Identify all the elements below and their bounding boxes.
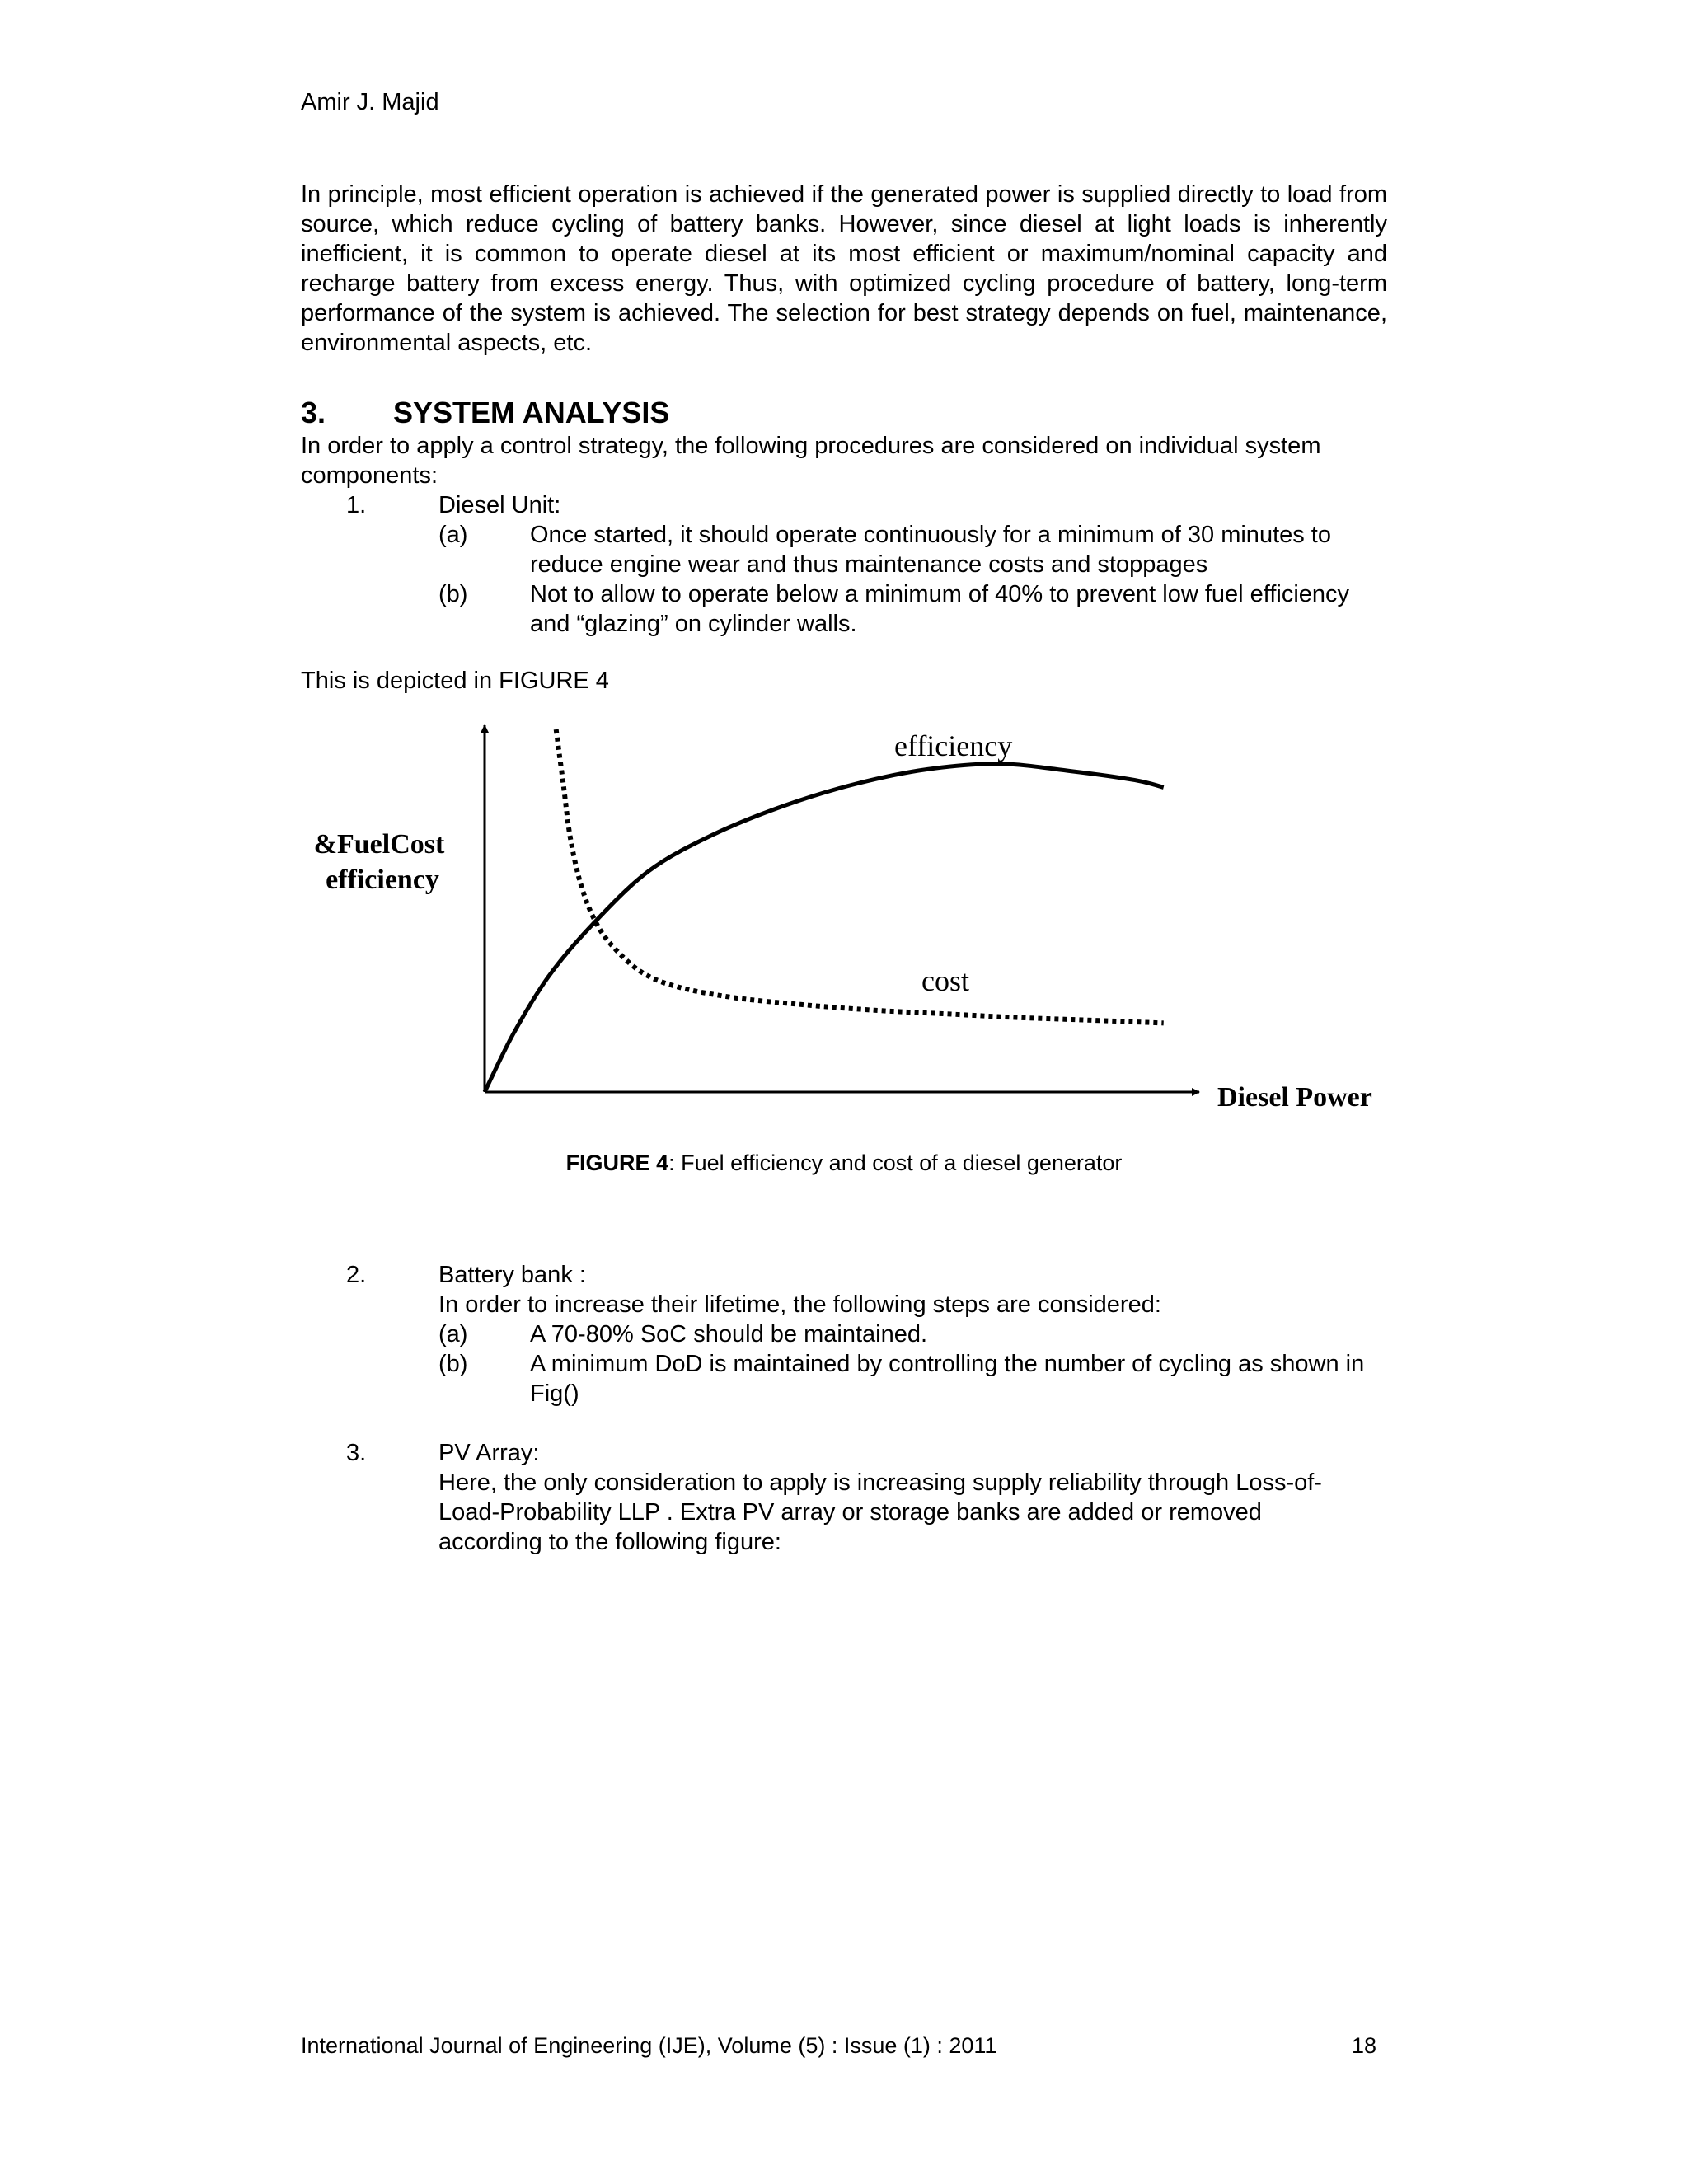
section-title: SYSTEM ANALYSIS <box>393 396 670 429</box>
figure-reference-text: This is depicted in FIGURE 4 <box>301 668 609 694</box>
section-number: 3. <box>301 396 326 429</box>
sub-item-text: Not to allow to operate below a minimum of 40% to prevent low fuel efficiency and “glazing” on cylinder walls. <box>530 581 1350 637</box>
section-intro-text: In order to apply a control strategy, the following procedures are considered on individual system components: <box>301 433 1321 489</box>
series-label-cost: cost <box>921 964 969 997</box>
series-line-cost <box>556 729 1164 1023</box>
figure-caption <box>0 1151 1688 1176</box>
list-item-title: PV Array: <box>438 1440 540 1466</box>
list-item-title: Diesel Unit: <box>438 492 561 518</box>
sub-item-letter: (b) <box>438 1351 468 1377</box>
list-item-lead: In order to increase their lifetime, the following steps are considered: <box>438 1291 1161 1318</box>
list-item-number: 3. <box>346 1440 367 1466</box>
sub-item-letter: (a) <box>438 522 468 548</box>
section-heading <box>301 396 669 430</box>
list-item-number: 2. <box>346 1262 367 1288</box>
sub-item-letter: (b) <box>438 581 468 607</box>
series-label-efficiency: efficiency <box>894 729 1013 762</box>
footer-page-number: 18 <box>1352 2033 1377 2058</box>
y-axis-label-line1: &FuelCost <box>313 829 445 860</box>
sub-item-text: A minimum DoD is maintained by controlling the number of cycling as shown in Fig() <box>530 1351 1365 1407</box>
sub-item-text: Once started, it should operate continuously for a minimum of 30 minutes to reduce engine wear and thus maintenance costs and stoppages <box>530 522 1331 578</box>
y-axis-label-line2: efficiency <box>326 865 439 895</box>
series-line-efficiency <box>485 764 1164 1092</box>
sub-item-letter: (a) <box>438 1321 468 1347</box>
x-axis-label: Diesel Power <box>1217 1082 1372 1113</box>
footer-journal-info: International Journal of Engineering (IJE), Volume (5) : Issue (1) : 2011 <box>301 2033 997 2058</box>
list-item-title: Battery bank : <box>438 1262 586 1288</box>
figure-caption-text: : Fuel efficiency and cost of a diesel generator <box>668 1151 1123 1175</box>
running-header-author: Amir J. Majid <box>301 89 439 115</box>
sub-item-text: A 70-80% SoC should be maintained. <box>530 1321 928 1347</box>
intro-paragraph: In principle, most efficient operation is achieved if the generated power is supplied directly to load from source, which reduce cycling of battery banks. However, since diesel at light loads is inherently inefficient, it is common to operate diesel at its most efficient or maximum/nominal capacity and recharge battery from excess energy. Thus, with optimized cycling procedure of battery, long-term performance of the system is achieved. The selection for best strategy depends on fuel, maintenance, environmental aspects, etc. <box>301 181 1387 356</box>
list-item-number: 1. <box>346 492 367 518</box>
list-item-lead: Here, the only consideration to apply is increasing supply reliability through Loss-of-Load-Probability LLP . Extra PV array or storage banks are added or removed according to the following figure: <box>438 1469 1322 1555</box>
figure-4-chart <box>280 709 1401 1137</box>
figure-caption-label: FIGURE 4 <box>565 1151 669 1175</box>
